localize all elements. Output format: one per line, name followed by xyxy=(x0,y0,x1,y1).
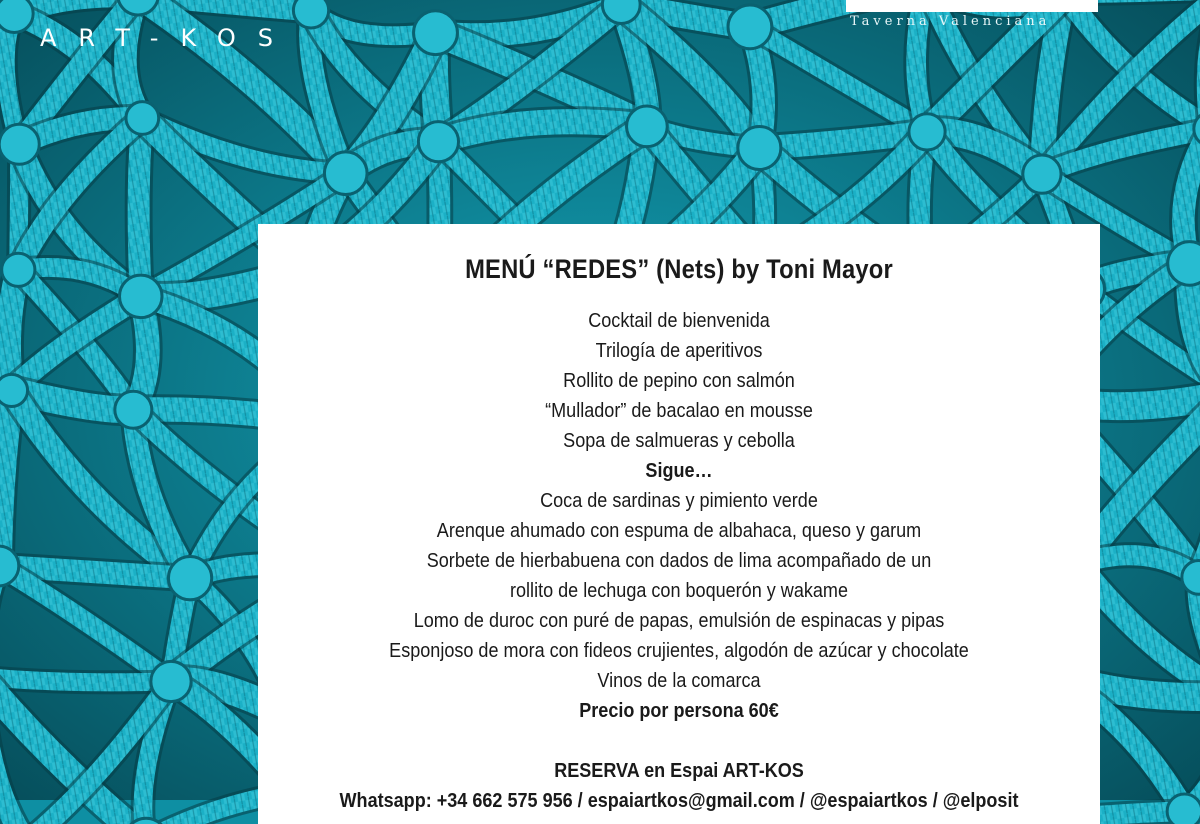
net-knot xyxy=(120,275,162,317)
net-knot xyxy=(2,253,35,286)
menu-item: Cocktail de bienvenida xyxy=(588,309,770,332)
reservation-heading: RESERVA en Espai ART-KOS xyxy=(554,759,804,782)
net-knot xyxy=(0,0,33,33)
net-knot xyxy=(418,122,458,162)
net-knot xyxy=(909,114,945,150)
net-knot xyxy=(293,0,328,28)
net-knot xyxy=(627,106,668,147)
elposit-logo-mark xyxy=(846,0,1098,12)
rope-strand xyxy=(0,390,12,566)
artkos-logo: ART-KOS xyxy=(40,24,296,52)
menu-items-list xyxy=(258,306,1100,726)
menu-continue-label: Sigue… xyxy=(645,459,713,482)
net-knot xyxy=(414,11,458,55)
net-knot xyxy=(1023,155,1061,193)
menu-item: Trilogía de aperitivos xyxy=(595,339,763,362)
net-knot xyxy=(728,5,772,49)
menu-card xyxy=(258,224,1100,824)
net-knot xyxy=(602,0,640,24)
menu-item: Lomo de duroc con puré de papas, emulsión de espinacas y pipas xyxy=(413,609,945,632)
net-knot xyxy=(126,102,159,135)
rope-strand xyxy=(139,118,143,296)
rope-strand xyxy=(0,677,171,683)
net-knot xyxy=(0,374,28,406)
net-knot xyxy=(151,661,191,701)
net-knot xyxy=(324,152,367,195)
menu-item: Esponjoso de mora con fideos crujientes, algodón de azúcar y chocolate xyxy=(389,639,969,662)
menu-item: Rollito de pepino con salmón xyxy=(563,369,795,392)
elposit-logo xyxy=(846,0,1108,34)
net-knot xyxy=(0,124,39,164)
elposit-logo-subtitle: Taverna Valenciana xyxy=(850,14,1051,29)
menu-item: Sorbete de hierbabuena con dados de lima acompañado de un xyxy=(426,549,932,572)
net-knot xyxy=(738,127,781,170)
menu-item: Arenque ahumado con espuma de albahaca, queso y garum xyxy=(436,519,922,542)
menu-title: MENÚ “REDES” (Nets) by Toni Mayor xyxy=(465,254,893,284)
menu-item: Vinos de la comarca xyxy=(597,669,761,692)
menu-price: Precio por persona 60€ xyxy=(579,699,779,722)
net-knot xyxy=(1168,242,1200,286)
net-knot xyxy=(115,391,152,428)
net-knot xyxy=(1167,794,1200,824)
reservation-contact: Whatsapp: +34 662 575 956 / espaiartkos@gmail.com / @espaiartkos / @elposit xyxy=(339,789,1019,812)
menu-item: Coca de sardinas y pimiento verde xyxy=(540,489,818,512)
net-knot xyxy=(168,556,211,599)
menu-item: “Mullador” de bacalao en mousse xyxy=(545,399,813,422)
menu-item: Sopa de salmueras y cebolla xyxy=(563,429,795,452)
menu-item: rollito de lechuga con boquerón y wakame xyxy=(510,579,848,602)
